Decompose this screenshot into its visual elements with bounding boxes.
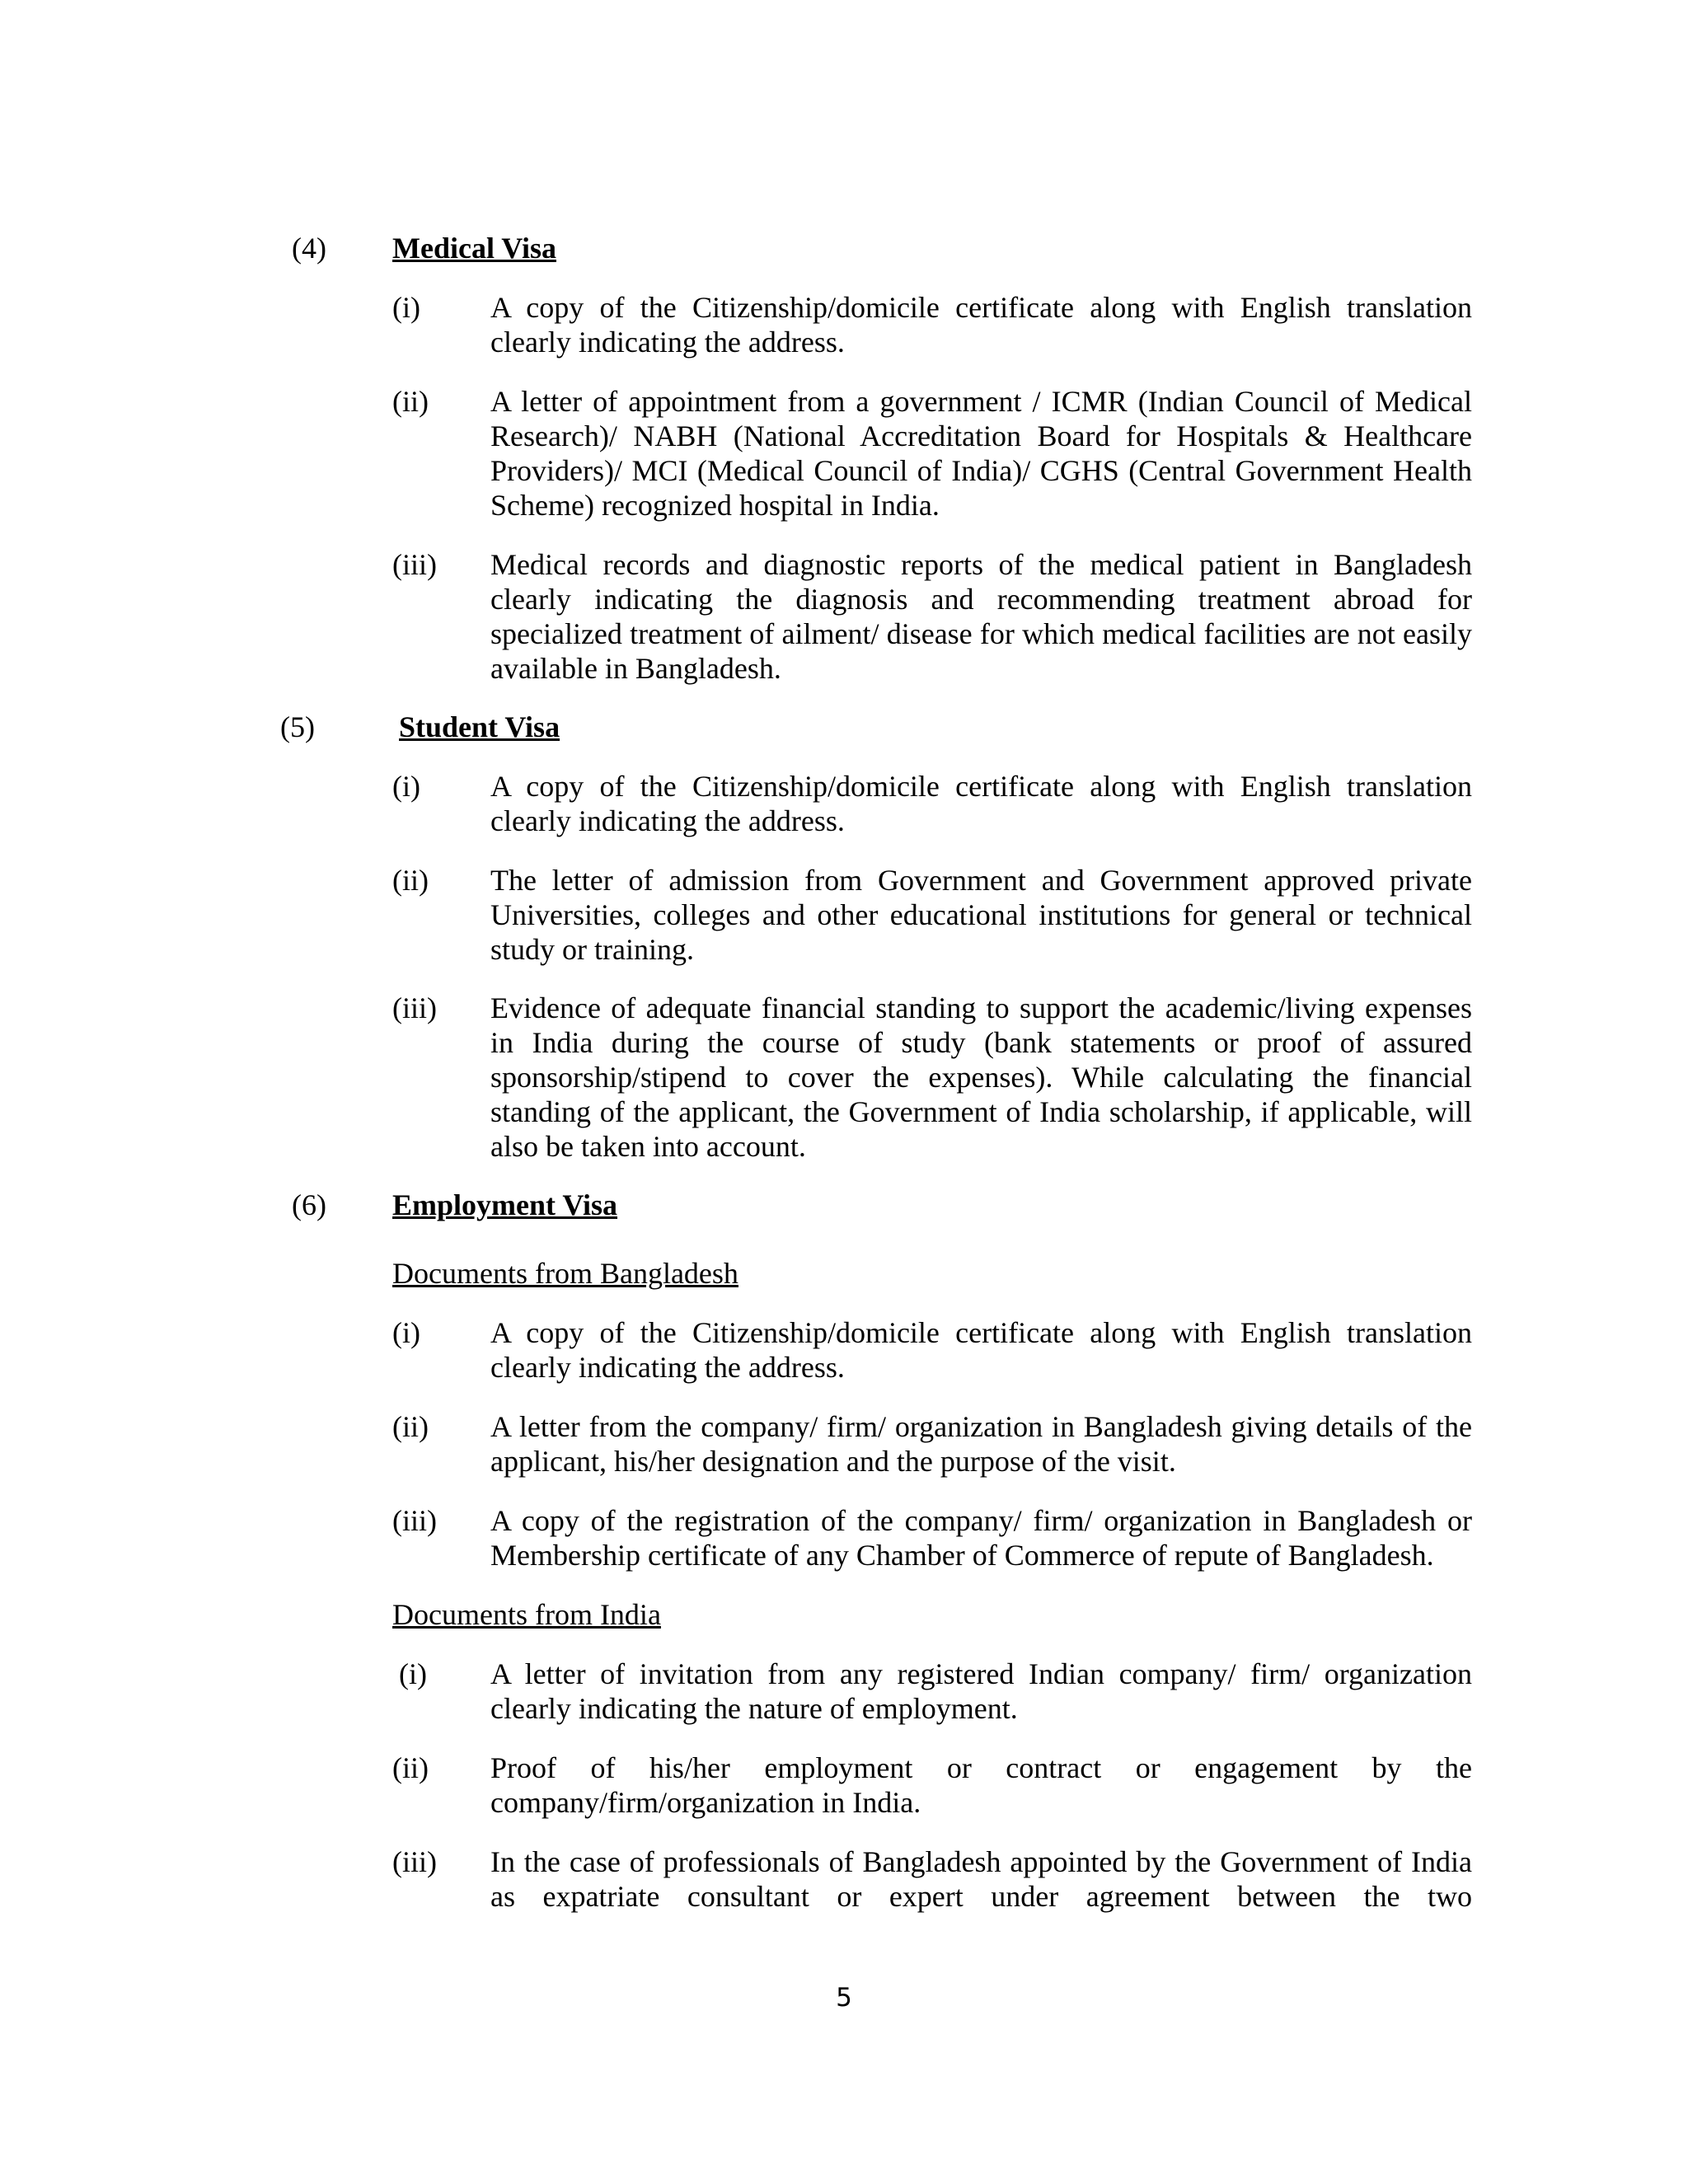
item-text: A copy of the registration of the company/ firm/ organization in Bangladesh or Membership certificate of any Chamber of Commerce of repute of Bangladesh. (490, 1504, 1472, 1572)
item-number: (i) (392, 1316, 420, 1349)
item-number: (ii) (392, 385, 429, 418)
section-title-employment-visa: Employment Visa (392, 1188, 618, 1221)
item-number: (iii) (392, 548, 437, 581)
section-title-student-visa: Student Visa (399, 710, 560, 743)
subsection-heading-india: Documents from India (392, 1598, 661, 1631)
item-text: In the case of professionals of Bangladesh appointed by the Government of India as expatriate consultant or expert under agreement between the two (490, 1845, 1472, 1913)
section-number: (6) (292, 1188, 326, 1221)
section-number: (5) (280, 710, 315, 743)
section-number: (4) (292, 232, 326, 265)
page-number: 5 (836, 1983, 852, 2013)
item-text: A letter of invitation from any registered Indian company/ firm/ organization clearly indicating the nature of employment. (490, 1657, 1472, 1725)
item-number: (iii) (392, 991, 437, 1024)
item-text: A letter of appointment from a government / ICMR (Indian Council of Medical Research)/ NABH (National Accreditation Board for Hospitals & Healthcare Providers)/ MCI (Medical Council of India)/ CGHS (Central Government Health Scheme) recognized hospital in India. (490, 385, 1472, 522)
item-number: (ii) (392, 864, 429, 897)
section-title-medical-visa: Medical Visa (392, 232, 556, 265)
item-text: A copy of the Citizenship/domicile certificate along with English translation clearly indicating the address. (490, 770, 1472, 837)
item-number: (iii) (392, 1845, 437, 1878)
item-number: (ii) (392, 1751, 429, 1784)
subsection-heading-bangladesh: Documents from Bangladesh (392, 1257, 738, 1290)
item-number: (iii) (392, 1504, 437, 1537)
item-text: The letter of admission from Government and Government approved private Universities, colleges and other educational institutions for general or technical study or training. (490, 864, 1472, 966)
item-number: (ii) (392, 1410, 429, 1443)
item-text: A letter from the company/ firm/ organization in Bangladesh giving details of the applicant, his/her designation and the purpose of the visit. (490, 1410, 1472, 1478)
item-text: Evidence of adequate financial standing to support the academic/living expenses in India during the course of study (bank statements or proof of assured sponsorship/stipend to cover the expenses). While calculating the financial standing of the applicant, the Government of India scholarship, if applicable, will also be taken into account. (490, 991, 1472, 1163)
item-number: (i) (392, 770, 420, 803)
item-text: Proof of his/her employment or contract or engagement by the company/firm/organization in India. (490, 1751, 1472, 1819)
item-number: (i) (392, 291, 420, 324)
item-text: Medical records and diagnostic reports of the medical patient in Bangladesh clearly indicating the diagnosis and recommending treatment abroad for specialized treatment of ailment/ disease for which medical facilities are not easily available in Bangladesh. (490, 548, 1472, 685)
item-number: (i) (399, 1657, 427, 1690)
item-text: A copy of the Citizenship/domicile certificate along with English translation clearly indicating the address. (490, 1316, 1472, 1384)
item-text: A copy of the Citizenship/domicile certificate along with English translation clearly indicating the address. (490, 291, 1472, 359)
